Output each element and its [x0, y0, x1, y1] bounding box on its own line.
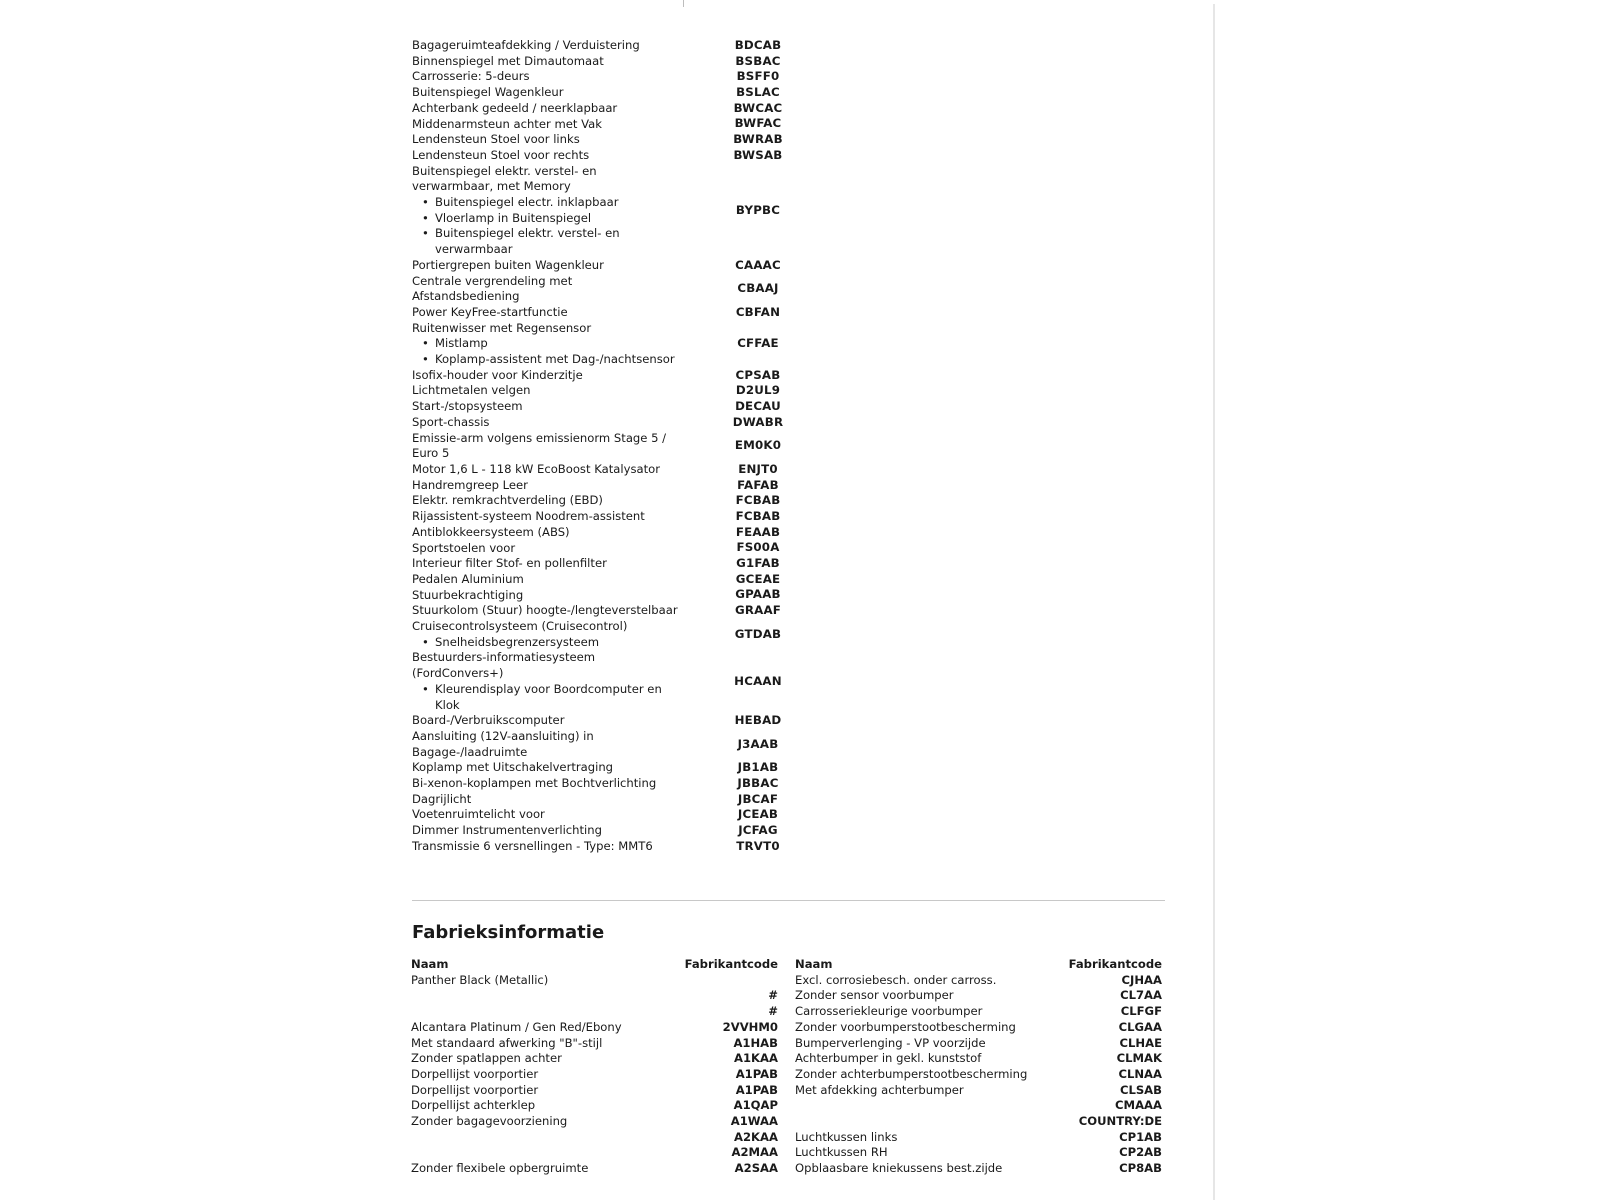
option-name — [412, 713, 680, 729]
factory-code-cell: CLFGF — [1120, 1004, 1162, 1019]
option-name-text: Buitenspiegel Wagenkleur — [412, 85, 564, 100]
option-name-text: Emissie-arm volgens emissienorm Stage 5 / Euro 5 — [412, 430, 667, 461]
factory-name-cell: Bumperverlenging - VP voorzijde — [795, 1035, 986, 1050]
option-name-text: Dagrijlicht — [412, 791, 472, 806]
option-row — [412, 431, 792, 462]
factory-code-cell: CLSAB — [1119, 1082, 1162, 1097]
table-header-row — [411, 957, 778, 973]
factory-name-cell: Luchtkussen RH — [795, 1145, 888, 1160]
option-name — [412, 619, 680, 650]
option-row — [412, 792, 792, 808]
page-edge-line — [1213, 4, 1215, 1200]
option-name — [412, 383, 680, 399]
option-name-text: Voetenruimtelicht voor — [412, 807, 545, 822]
option-name — [412, 85, 680, 101]
table-row — [411, 1130, 778, 1146]
option-name-text: Interieur filter Stof- en pollenfilter — [412, 556, 607, 571]
option-row — [412, 415, 792, 431]
option-row — [412, 54, 792, 70]
option-code: ENJT0 — [738, 461, 778, 476]
option-row — [412, 462, 792, 478]
option-subitem: • Snelheidsbegrenzersysteem — [422, 635, 680, 651]
option-code: J3AAB — [737, 736, 779, 751]
option-name — [412, 117, 680, 133]
option-name-text: Transmissie 6 versnellingen - Type: MMT6 — [412, 838, 653, 853]
factory-name-cell: Zonder achterbumperstootbescherming — [795, 1066, 1028, 1081]
option-name — [412, 650, 680, 713]
option-row — [412, 164, 792, 258]
table-row — [411, 988, 778, 1004]
factory-name-cell — [411, 1004, 665, 1020]
option-name-text: Koplamp met Uitschakelvertraging — [412, 760, 614, 775]
option-row — [412, 760, 792, 776]
factory-code-cell: A2KAA — [734, 1129, 778, 1144]
option-code: FCBAB — [735, 493, 781, 508]
option-name — [412, 258, 680, 274]
factory-code-cell: A1WAA — [730, 1114, 778, 1129]
factory-name-cell: Met afdekking achterbumper — [795, 1082, 964, 1097]
option-name-text: Stuurkolom (Stuur) hoogte-/lengteverstelbaar — [412, 603, 678, 618]
option-code: BSLAC — [736, 85, 780, 100]
option-row — [412, 117, 792, 133]
option-name-text: Lichtmetalen velgen — [412, 383, 531, 398]
table-row — [411, 1020, 778, 1036]
factory-name-cell: Carrosseriekleurige voorbumper — [795, 1004, 983, 1019]
option-name — [412, 431, 680, 462]
factory-code-cell: CLHAE — [1119, 1035, 1162, 1050]
option-name — [412, 54, 680, 70]
option-name — [412, 572, 680, 588]
options-list — [412, 38, 792, 855]
option-name — [412, 132, 680, 148]
option-name-text: Stuurbekrachtiging — [412, 587, 524, 602]
option-name-text: Lendensteun Stoel voor rechts — [412, 147, 590, 162]
option-row — [412, 556, 792, 572]
option-code: JBCAF — [737, 791, 779, 806]
factory-code-cell: 2VVHM0 — [722, 1019, 778, 1034]
option-name-text: Ruitenwisser met Regensensor — [412, 320, 592, 335]
option-sublist — [412, 635, 680, 651]
factory-code-cell: # — [768, 1004, 778, 1019]
option-row — [412, 258, 792, 274]
factory-code-cell: A1KAA — [734, 1051, 778, 1066]
option-code: FS00A — [736, 540, 780, 555]
option-name-text: Binnenspiegel met Dimautomaat — [412, 53, 604, 68]
table-row — [795, 1083, 1162, 1099]
table-row — [795, 1067, 1162, 1083]
option-name-text: Sport-chassis — [412, 414, 490, 429]
option-name-text: Pedalen Aluminium — [412, 571, 524, 586]
factory-code-cell: # — [768, 988, 778, 1003]
factory-name-cell — [795, 1114, 1057, 1130]
option-row — [412, 383, 792, 399]
factory-code-cell: A1QAP — [733, 1098, 778, 1113]
option-code: CBAAJ — [737, 281, 779, 296]
factory-code-cell: COUNTRY:DE — [1078, 1114, 1162, 1129]
option-name — [412, 729, 680, 760]
option-name-text: Carrosserie: 5-deurs — [412, 69, 530, 84]
option-code: FAFAB — [737, 477, 779, 492]
option-row — [412, 776, 792, 792]
option-code: JCFAG — [738, 823, 778, 838]
option-row — [412, 399, 792, 415]
table-row — [795, 973, 1162, 989]
column-header-name: Naam — [795, 957, 833, 971]
option-name — [412, 603, 680, 619]
factory-name-cell — [795, 1098, 1057, 1114]
option-code: BSBAC — [735, 53, 781, 68]
column-header-code: Fabrikantcode — [684, 957, 778, 971]
option-name-text: Buitenspiegel elektr. verstel- en verwarmbaar, met Memory — [412, 163, 597, 194]
option-code: BWSAB — [733, 147, 783, 162]
option-subitem: • Buitenspiegel electr. inklapbaar — [422, 195, 680, 211]
option-row — [412, 101, 792, 117]
option-row — [412, 525, 792, 541]
factory-table-left — [411, 957, 778, 1177]
table-row — [795, 1145, 1162, 1161]
option-name — [412, 462, 680, 478]
option-code: G1FAB — [736, 556, 780, 571]
factory-code-cell — [665, 973, 778, 989]
table-row — [411, 1161, 778, 1177]
option-name — [412, 493, 680, 509]
option-name — [412, 305, 680, 321]
option-row — [412, 729, 792, 760]
table-row — [795, 1161, 1162, 1177]
option-name — [412, 321, 680, 368]
option-code: BSFF0 — [736, 69, 780, 84]
option-code: CAAAC — [735, 257, 781, 272]
option-name — [412, 368, 680, 384]
top-mark — [683, 0, 684, 7]
option-code: BYPBC — [735, 202, 781, 217]
option-row — [412, 588, 792, 604]
option-row — [412, 541, 792, 557]
option-name-text: Isofix-houder voor Kinderzitje — [412, 367, 583, 382]
factory-table-right — [795, 957, 1162, 1177]
option-code: CPSAB — [735, 367, 781, 382]
option-sublist — [412, 195, 680, 258]
factory-code-cell: CL7AA — [1120, 988, 1162, 1003]
option-name — [412, 541, 680, 557]
factory-code-cell: CP1AB — [1119, 1129, 1162, 1144]
option-name — [412, 792, 680, 808]
table-row — [411, 1098, 778, 1114]
factory-code-cell: A1PAB — [735, 1082, 778, 1097]
option-row — [412, 132, 792, 148]
option-row — [412, 69, 792, 85]
factory-code-cell: CLMAK — [1116, 1051, 1162, 1066]
option-name-text: Lendensteun Stoel voor links — [412, 132, 580, 147]
option-name — [412, 399, 680, 415]
option-row — [412, 823, 792, 839]
option-code: GTDAB — [734, 626, 782, 641]
option-name-text: Rijassistent-systeem Noodrem-assistent — [412, 509, 645, 524]
option-name-text: Handremgreep Leer — [412, 477, 528, 492]
table-row — [795, 1036, 1162, 1052]
factory-code-cell: CLGAA — [1118, 1019, 1162, 1034]
option-name — [412, 588, 680, 604]
option-name-text: Board-/Verbruikscomputer — [412, 713, 565, 728]
option-code: BDCAB — [734, 37, 782, 52]
factory-code-cell: CMAAA — [1115, 1098, 1162, 1113]
option-code: HEBAD — [734, 713, 782, 728]
option-name-text: Bagageruimteafdekking / Verduistering — [412, 38, 640, 52]
table-row — [795, 1051, 1162, 1067]
table-header-row — [795, 957, 1162, 973]
option-name — [412, 478, 680, 494]
table-row — [411, 1036, 778, 1052]
option-name — [412, 509, 680, 525]
option-name — [412, 839, 680, 855]
factory-name-cell: Panther Black (Metallic) — [411, 972, 549, 987]
option-name-text: Antiblokkeersysteem (ABS) — [412, 524, 570, 539]
option-name-text: Bestuurders-informatiesysteem (FordConvers+) — [412, 650, 596, 681]
option-subitem: • Mistlamp — [422, 336, 680, 352]
factory-code-cell: A2MAA — [731, 1145, 778, 1160]
factory-name-cell: Dorpellijst voorportier — [411, 1066, 539, 1081]
table-row — [795, 1130, 1162, 1146]
option-code: DWABR — [732, 414, 784, 429]
option-row — [412, 713, 792, 729]
table-row — [795, 1098, 1162, 1114]
option-code: TRVT0 — [736, 838, 780, 853]
option-row — [412, 493, 792, 509]
option-code: EM0K0 — [734, 438, 782, 453]
section-title: Fabrieksinformatie — [412, 922, 605, 943]
factory-name-cell — [411, 988, 665, 1004]
factory-code-cell: CP8AB — [1119, 1161, 1162, 1176]
option-name — [412, 101, 680, 117]
option-name — [412, 69, 680, 85]
option-code: DECAU — [735, 399, 781, 414]
option-name-text: Power KeyFree-startfunctie — [412, 304, 568, 319]
factory-name-cell — [411, 1130, 665, 1146]
column-header-code: Fabrikantcode — [1068, 957, 1162, 971]
option-row — [412, 509, 792, 525]
option-name — [412, 525, 680, 541]
option-code: FCBAB — [735, 509, 781, 524]
option-name-text: Sportstoelen voor — [412, 540, 516, 555]
section-divider — [412, 900, 1165, 901]
factory-name-cell: Alcantara Platinum / Gen Red/Ebony — [411, 1019, 622, 1034]
option-row — [412, 274, 792, 305]
factory-name-cell: Excl. corrosiebesch. onder carross. — [795, 972, 997, 987]
option-code: JCEAB — [737, 807, 779, 822]
option-row — [412, 572, 792, 588]
option-row — [412, 619, 792, 650]
option-subitem: • Buitenspiegel elektr. verstel- en verwarmbaar — [422, 226, 680, 257]
factory-name-cell: Met standaard afwerking "B"-stijl — [411, 1035, 603, 1050]
option-row — [412, 650, 792, 713]
option-name — [412, 823, 680, 839]
option-code: FEAAB — [735, 524, 781, 539]
option-name-text: Start-/stopsysteem — [412, 399, 523, 414]
option-subitem: • Vloerlamp in Buitenspiegel — [422, 211, 680, 227]
option-code: BWFAC — [734, 116, 782, 131]
option-subitem: • Koplamp-assistent met Dag-/nachtsensor — [422, 352, 680, 368]
option-name — [412, 807, 680, 823]
factory-name-cell: Achterbumper in gekl. kunststof — [795, 1051, 982, 1066]
factory-code-cell: A2SAA — [734, 1161, 778, 1176]
option-row — [412, 321, 792, 368]
table-row — [411, 1051, 778, 1067]
option-code: GPAAB — [735, 587, 781, 602]
factory-name-cell — [411, 1145, 665, 1161]
table-row — [795, 1020, 1162, 1036]
table-row — [411, 1145, 778, 1161]
option-name — [412, 274, 680, 305]
option-row — [412, 807, 792, 823]
table-row — [411, 1067, 778, 1083]
factory-name-cell: Zonder spatlappen achter — [411, 1051, 562, 1066]
option-name-text: Cruisecontrolsysteem (Cruisecontrol) — [412, 619, 628, 634]
option-name — [412, 556, 680, 572]
factory-name-cell: Zonder bagagevoorziening — [411, 1114, 568, 1129]
option-code: CFFAE — [737, 336, 779, 351]
option-name-text: Elektr. remkrachtverdeling (EBD) — [412, 493, 603, 508]
option-row — [412, 38, 792, 54]
option-name-text: Middenarmsteun achter met Vak — [412, 116, 602, 131]
option-code: HCAAN — [734, 673, 782, 688]
column-header-name: Naam — [411, 957, 449, 971]
factory-code-cell: CJHAA — [1121, 972, 1162, 987]
table-row — [795, 1004, 1162, 1020]
option-name — [412, 38, 680, 54]
option-name — [412, 415, 680, 431]
option-name-text: Centrale vergrendeling met Afstandsbediening — [412, 273, 573, 304]
factory-name-cell: Zonder voorbumperstootbescherming — [795, 1019, 1016, 1034]
option-name-text: Motor 1,6 L - 118 kW EcoBoost Katalysator — [412, 461, 660, 476]
option-code: GRAAF — [734, 603, 782, 618]
factory-name-cell: Dorpellijst achterklep — [411, 1098, 536, 1113]
option-code: BWCAC — [733, 100, 783, 115]
factory-code-cell: A1PAB — [735, 1066, 778, 1081]
factory-code-cell: A1HAB — [733, 1035, 778, 1050]
option-name-text: Bi-xenon-koplampen met Bochtverlichting — [412, 776, 657, 791]
option-code: BWRAB — [733, 132, 783, 147]
option-row — [412, 305, 792, 321]
factory-code-cell: CP2AB — [1119, 1145, 1162, 1160]
option-row — [412, 839, 792, 855]
option-row — [412, 368, 792, 384]
option-sublist — [412, 682, 680, 713]
option-name — [412, 164, 680, 258]
factory-name-cell: Zonder sensor voorbumper — [795, 988, 954, 1003]
factory-code-cell: CLNAA — [1118, 1066, 1162, 1081]
factory-name-cell: Luchtkussen links — [795, 1129, 898, 1144]
factory-name-cell: Zonder flexibele opbergruimte — [411, 1161, 589, 1176]
option-name — [412, 776, 680, 792]
option-code: JB1AB — [737, 760, 779, 775]
table-row — [411, 1083, 778, 1099]
factory-name-cell: Dorpellijst voorportier — [411, 1082, 539, 1097]
option-row — [412, 478, 792, 494]
option-subitem: • Kleurendisplay voor Boordcomputer en Klok — [422, 682, 680, 713]
option-code: CBFAN — [735, 304, 781, 319]
option-code: D2UL9 — [735, 383, 781, 398]
factory-name-cell: Opblaasbare kniekussens best.zijde — [795, 1161, 1003, 1176]
option-row — [412, 603, 792, 619]
option-code: JBBAC — [737, 776, 779, 791]
table-row — [411, 973, 778, 989]
option-sublist — [412, 336, 680, 367]
option-name-text: Aansluiting (12V-aansluiting) in Bagage-/laadruimte — [412, 728, 594, 759]
option-name — [412, 148, 680, 164]
option-name-text: Portiergrepen buiten Wagenkleur — [412, 257, 604, 272]
option-row — [412, 85, 792, 101]
option-name-text: Achterbank gedeeld / neerklapbaar — [412, 100, 618, 115]
option-code: GCEAE — [735, 571, 781, 586]
option-name — [412, 760, 680, 776]
table-row — [795, 1114, 1162, 1130]
table-row — [411, 1114, 778, 1130]
table-row — [411, 1004, 778, 1020]
option-name-text: Dimmer Instrumentenverlichting — [412, 823, 602, 838]
table-row — [795, 988, 1162, 1004]
option-row — [412, 148, 792, 164]
